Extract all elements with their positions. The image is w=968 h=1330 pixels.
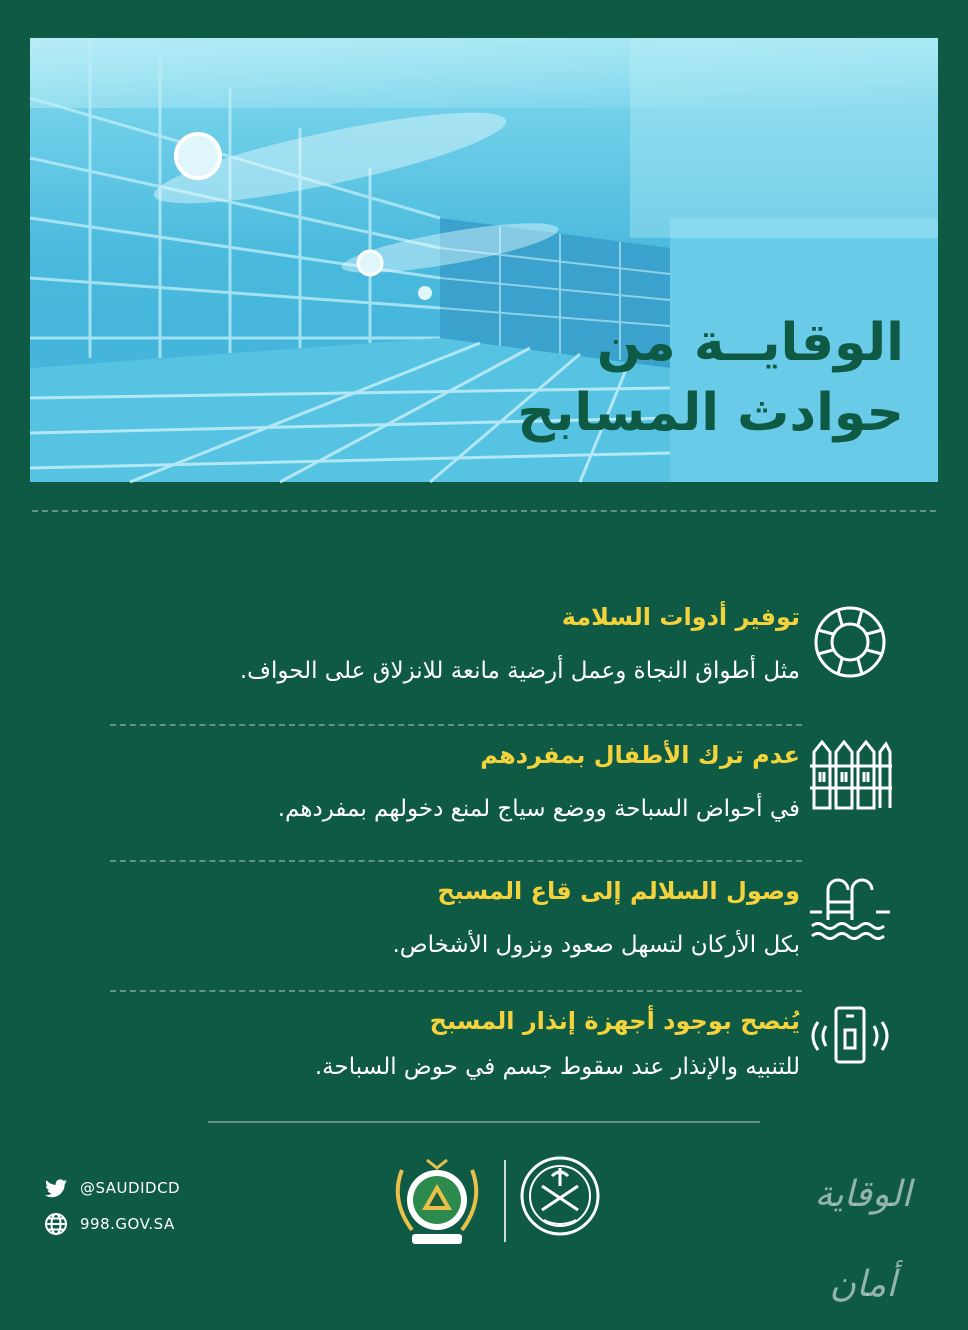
alarm-device-icon [808,1000,892,1084]
tip-ladders [90,874,800,962]
divider [110,724,802,726]
hero-title-line1: الوقايــة من [596,313,904,373]
tip-title: عدم ترك الأطفال بمفردهم [480,741,800,769]
globe-icon [44,1212,68,1236]
ministry-interior-logo [514,1150,606,1250]
hero-title [484,308,904,448]
lifebuoy-icon [808,600,892,684]
tip-title: توفير أدوات السلامة [561,603,800,631]
social-links [44,1170,180,1242]
tip-alarms [90,1004,800,1084]
divider [110,990,802,992]
twitter-icon [44,1176,68,1200]
tip-description: بكل الأركان لتسهل صعود ونزول الأشخاص. [392,932,800,958]
logo-separator [504,1160,506,1242]
divider-top [32,510,936,512]
hero-banner [30,38,938,482]
tip-safety-tools [90,600,800,688]
divider-bottom [208,1121,760,1123]
fence-icon [808,732,892,816]
website-link[interactable] [44,1206,180,1242]
divider [110,860,802,862]
pool-ladder-icon [808,866,892,950]
hero-title-line2: حوادث المسابح [517,383,904,443]
tip-title: وصول السلالم إلى قاع المسبح [437,877,800,905]
tip-title: يُنصح بوجود أجهزة إنذار المسبح [429,1007,800,1035]
brand-calligraphy: الوقاية أمان [814,1174,912,1305]
tip-children-alone [90,738,800,826]
twitter-handle: @SAUDIDCD [80,1179,181,1197]
tip-description: في أحواض السباحة ووضع سياج لمنع دخولهم بمفردهم. [277,796,800,822]
tip-description: للتنبيه والإنذار عند سقوط جسم في حوض السباحة. [314,1054,800,1080]
twitter-link[interactable] [44,1170,180,1206]
website-url: 998.GOV.SA [80,1215,175,1233]
civil-defense-logo [382,1150,492,1250]
tip-description: مثل أطواق النجاة وعمل أرضية مانعة للانزلاق على الحواف. [239,658,800,684]
